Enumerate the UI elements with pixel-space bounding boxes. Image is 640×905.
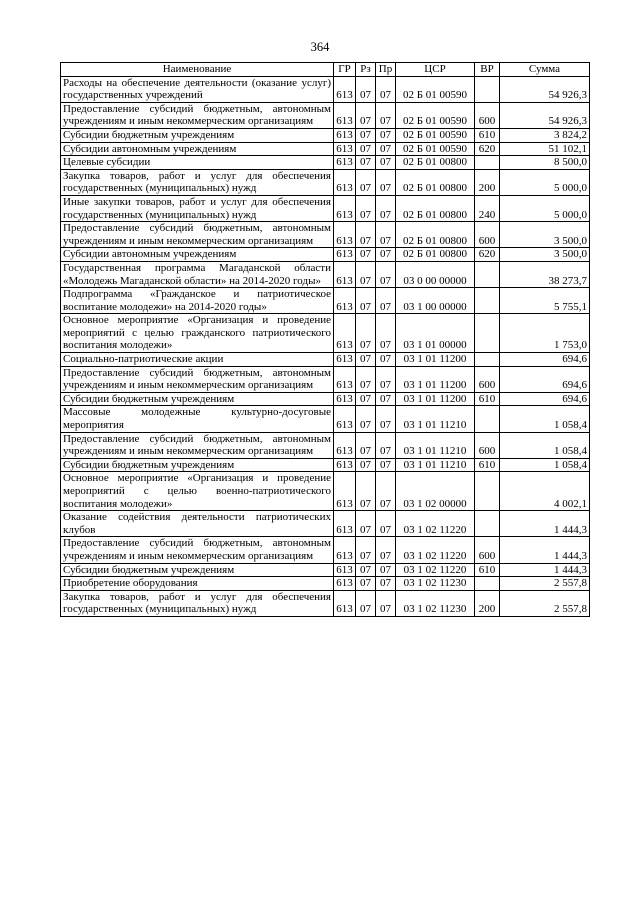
table-row (61, 406, 590, 432)
cell-sum: 1 444,3 (500, 511, 590, 537)
cell-name: Предоставление субсидий бюджетным, автономным учреждениям и иным некоммерческим организациям (61, 102, 334, 128)
cell-pr: 07 (376, 458, 396, 472)
cell-name: Субсидии бюджетным учреждениям (61, 128, 334, 142)
header-name: Наименование (61, 63, 334, 77)
cell-pr: 07 (376, 353, 396, 367)
cell-csr: 02 Б 01 00590 (396, 142, 475, 156)
cell-vr (475, 76, 500, 102)
header-gr: ГР (334, 63, 356, 77)
cell-sum: 1 058,4 (500, 458, 590, 472)
cell-pr: 07 (376, 406, 396, 432)
cell-gr: 613 (334, 102, 356, 128)
cell-rz: 07 (356, 511, 376, 537)
cell-vr: 610 (475, 128, 500, 142)
table-row (61, 366, 590, 392)
cell-sum: 8 500,0 (500, 156, 590, 170)
cell-vr (475, 406, 500, 432)
cell-gr: 613 (334, 577, 356, 591)
cell-sum: 1 753,0 (500, 314, 590, 353)
cell-sum: 3 824,2 (500, 128, 590, 142)
cell-gr: 613 (334, 353, 356, 367)
cell-pr: 07 (376, 432, 396, 458)
cell-pr: 07 (376, 142, 396, 156)
cell-pr: 07 (376, 222, 396, 248)
cell-rz: 07 (356, 537, 376, 563)
cell-csr: 02 Б 01 00590 (396, 76, 475, 102)
cell-csr: 02 Б 01 00590 (396, 128, 475, 142)
cell-gr: 613 (334, 366, 356, 392)
cell-sum: 2 557,8 (500, 590, 590, 616)
header-rz: Рз (356, 63, 376, 77)
cell-sum: 51 102,1 (500, 142, 590, 156)
cell-gr: 613 (334, 142, 356, 156)
table-row (61, 563, 590, 577)
cell-rz: 07 (356, 156, 376, 170)
cell-csr: 03 1 02 11220 (396, 511, 475, 537)
cell-name: Массовые молодежные культурно-досуговые мероприятия (61, 406, 334, 432)
cell-pr: 07 (376, 248, 396, 262)
cell-csr: 03 1 02 11230 (396, 590, 475, 616)
cell-pr: 07 (376, 577, 396, 591)
cell-csr: 03 1 01 11210 (396, 432, 475, 458)
cell-rz: 07 (356, 458, 376, 472)
cell-vr (475, 472, 500, 511)
cell-gr: 613 (334, 288, 356, 314)
header-pr: Пр (376, 63, 396, 77)
cell-sum: 5 000,0 (500, 169, 590, 195)
cell-name: Расходы на обеспечение деятельности (оказание услуг) государственных учреждений (61, 76, 334, 102)
cell-name: Основное мероприятие «Организация и проведение мероприятий с целью гражданского патриотического воспитания молодежи» (61, 314, 334, 353)
cell-sum: 54 926,3 (500, 76, 590, 102)
table-row (61, 102, 590, 128)
cell-sum: 694,6 (500, 392, 590, 406)
table-row (61, 577, 590, 591)
table-row (61, 288, 590, 314)
cell-csr: 03 1 01 11200 (396, 366, 475, 392)
table-row (61, 142, 590, 156)
cell-csr: 03 1 01 11200 (396, 392, 475, 406)
cell-name: Субсидии автономным учреждениям (61, 142, 334, 156)
table-row (61, 169, 590, 195)
cell-pr: 07 (376, 472, 396, 511)
cell-csr: 03 1 02 00000 (396, 472, 475, 511)
cell-gr: 613 (334, 195, 356, 221)
cell-vr: 240 (475, 195, 500, 221)
cell-pr: 07 (376, 563, 396, 577)
page-number: 364 (310, 40, 330, 54)
cell-csr: 03 1 01 00000 (396, 314, 475, 353)
cell-vr (475, 511, 500, 537)
cell-csr: 02 Б 01 00800 (396, 156, 475, 170)
cell-csr: 03 1 02 11220 (396, 563, 475, 577)
cell-gr: 613 (334, 563, 356, 577)
cell-gr: 613 (334, 537, 356, 563)
cell-rz: 07 (356, 142, 376, 156)
header-csr: ЦСР (396, 63, 475, 77)
cell-vr: 620 (475, 248, 500, 262)
cell-pr: 07 (376, 366, 396, 392)
cell-vr: 610 (475, 392, 500, 406)
cell-gr: 613 (334, 406, 356, 432)
cell-pr: 07 (376, 261, 396, 287)
cell-gr: 613 (334, 314, 356, 353)
cell-vr: 200 (475, 169, 500, 195)
cell-sum: 4 002,1 (500, 472, 590, 511)
cell-sum: 5 755,1 (500, 288, 590, 314)
cell-gr: 613 (334, 222, 356, 248)
cell-rz: 07 (356, 432, 376, 458)
cell-pr: 07 (376, 76, 396, 102)
cell-sum: 1 058,4 (500, 406, 590, 432)
cell-csr: 03 1 00 00000 (396, 288, 475, 314)
cell-sum: 5 000,0 (500, 195, 590, 221)
cell-name: Субсидии автономным учреждениям (61, 248, 334, 262)
cell-rz: 07 (356, 195, 376, 221)
cell-vr (475, 156, 500, 170)
table-row (61, 76, 590, 102)
cell-name: Оказание содействия деятельности патриотических клубов (61, 511, 334, 537)
cell-name: Социально-патриотические акции (61, 353, 334, 367)
cell-gr: 613 (334, 248, 356, 262)
cell-rz: 07 (356, 392, 376, 406)
cell-gr: 613 (334, 590, 356, 616)
table-row (61, 458, 590, 472)
cell-vr (475, 314, 500, 353)
cell-csr: 02 Б 01 00800 (396, 248, 475, 262)
table-row (61, 128, 590, 142)
cell-sum: 38 273,7 (500, 261, 590, 287)
table-row (61, 353, 590, 367)
cell-csr: 02 Б 01 00800 (396, 169, 475, 195)
cell-pr: 07 (376, 288, 396, 314)
cell-csr: 03 1 01 11200 (396, 353, 475, 367)
table-row (61, 511, 590, 537)
cell-gr: 613 (334, 76, 356, 102)
cell-pr: 07 (376, 590, 396, 616)
cell-sum: 694,6 (500, 353, 590, 367)
cell-name: Предоставление субсидий бюджетным, автономным учреждениям и иным некоммерческим организациям (61, 222, 334, 248)
cell-name: Предоставление субсидий бюджетным, автономным учреждениям и иным некоммерческим организациям (61, 432, 334, 458)
cell-vr (475, 353, 500, 367)
cell-rz: 07 (356, 314, 376, 353)
cell-name: Основное мероприятие «Организация и проведение мероприятий с целью военно-патриотического воспитания молодежи» (61, 472, 334, 511)
cell-sum: 1 444,3 (500, 563, 590, 577)
cell-pr: 07 (376, 195, 396, 221)
table-row (61, 432, 590, 458)
cell-rz: 07 (356, 577, 376, 591)
cell-pr: 07 (376, 128, 396, 142)
table-row (61, 472, 590, 511)
table-row (61, 156, 590, 170)
cell-rz: 07 (356, 353, 376, 367)
table-row (61, 590, 590, 616)
cell-rz: 07 (356, 563, 376, 577)
table-row (61, 537, 590, 563)
cell-rz: 07 (356, 248, 376, 262)
cell-vr: 610 (475, 563, 500, 577)
cell-name: Предоставление субсидий бюджетным, автономным учреждениям и иным некоммерческим организациям (61, 366, 334, 392)
cell-vr: 200 (475, 590, 500, 616)
cell-gr: 613 (334, 261, 356, 287)
cell-pr: 07 (376, 537, 396, 563)
cell-pr: 07 (376, 392, 396, 406)
cell-csr: 03 1 01 11210 (396, 406, 475, 432)
cell-gr: 613 (334, 511, 356, 537)
cell-gr: 613 (334, 169, 356, 195)
cell-vr: 600 (475, 222, 500, 248)
cell-name: Закупка товаров, работ и услуг для обеспечения государственных (муниципальных) нужд (61, 169, 334, 195)
cell-vr (475, 261, 500, 287)
cell-sum: 694,6 (500, 366, 590, 392)
cell-csr: 02 Б 01 00590 (396, 102, 475, 128)
cell-csr: 02 Б 01 00800 (396, 222, 475, 248)
cell-name: Предоставление субсидий бюджетным, автономным учреждениям и иным некоммерческим организациям (61, 537, 334, 563)
cell-sum: 1 058,4 (500, 432, 590, 458)
cell-rz: 07 (356, 406, 376, 432)
cell-rz: 07 (356, 128, 376, 142)
cell-csr: 03 1 02 11230 (396, 577, 475, 591)
cell-gr: 613 (334, 392, 356, 406)
cell-vr: 600 (475, 537, 500, 563)
header-vr: ВР (475, 63, 500, 77)
cell-pr: 07 (376, 102, 396, 128)
cell-vr (475, 288, 500, 314)
cell-name: Государственная программа Магаданской области «Молодежь Магаданской области» на 2014-2020 годы» (61, 261, 334, 287)
cell-csr: 03 1 02 11220 (396, 537, 475, 563)
cell-vr: 600 (475, 102, 500, 128)
cell-vr: 600 (475, 366, 500, 392)
cell-name: Субсидии бюджетным учреждениям (61, 392, 334, 406)
cell-name: Целевые субсидии (61, 156, 334, 170)
cell-name: Субсидии бюджетным учреждениям (61, 458, 334, 472)
cell-rz: 07 (356, 261, 376, 287)
cell-rz: 07 (356, 222, 376, 248)
table-row (61, 248, 590, 262)
table-header-row (61, 63, 590, 77)
cell-rz: 07 (356, 590, 376, 616)
cell-vr: 600 (475, 432, 500, 458)
cell-csr: 03 1 01 11210 (396, 458, 475, 472)
cell-rz: 07 (356, 472, 376, 511)
table-row (61, 314, 590, 353)
cell-vr: 620 (475, 142, 500, 156)
cell-gr: 613 (334, 432, 356, 458)
cell-vr (475, 577, 500, 591)
cell-name: Иные закупки товаров, работ и услуг для обеспечения государственных (муниципальных) нужд (61, 195, 334, 221)
cell-sum: 2 557,8 (500, 577, 590, 591)
cell-gr: 613 (334, 156, 356, 170)
cell-sum: 3 500,0 (500, 248, 590, 262)
cell-pr: 07 (376, 511, 396, 537)
cell-name: Субсидии бюджетным учреждениям (61, 563, 334, 577)
cell-csr: 03 0 00 00000 (396, 261, 475, 287)
cell-csr: 02 Б 01 00800 (396, 195, 475, 221)
cell-gr: 613 (334, 472, 356, 511)
cell-sum: 1 444,3 (500, 537, 590, 563)
budget-table (60, 62, 590, 617)
table-row (61, 261, 590, 287)
table-row (61, 195, 590, 221)
cell-sum: 54 926,3 (500, 102, 590, 128)
cell-rz: 07 (356, 169, 376, 195)
cell-name: Приобретение оборудования (61, 577, 334, 591)
cell-rz: 07 (356, 366, 376, 392)
cell-pr: 07 (376, 169, 396, 195)
cell-pr: 07 (376, 156, 396, 170)
table-row (61, 222, 590, 248)
cell-gr: 613 (334, 128, 356, 142)
cell-rz: 07 (356, 288, 376, 314)
cell-pr: 07 (376, 314, 396, 353)
header-sum: Сумма (500, 63, 590, 77)
table-row (61, 392, 590, 406)
cell-name: Закупка товаров, работ и услуг для обеспечения государственных (муниципальных) нужд (61, 590, 334, 616)
cell-vr: 610 (475, 458, 500, 472)
cell-rz: 07 (356, 76, 376, 102)
cell-gr: 613 (334, 458, 356, 472)
cell-rz: 07 (356, 102, 376, 128)
cell-sum: 3 500,0 (500, 222, 590, 248)
cell-name: Подпрограмма «Гражданское и патриотическое воспитание молодежи» на 2014-2020 годы» (61, 288, 334, 314)
